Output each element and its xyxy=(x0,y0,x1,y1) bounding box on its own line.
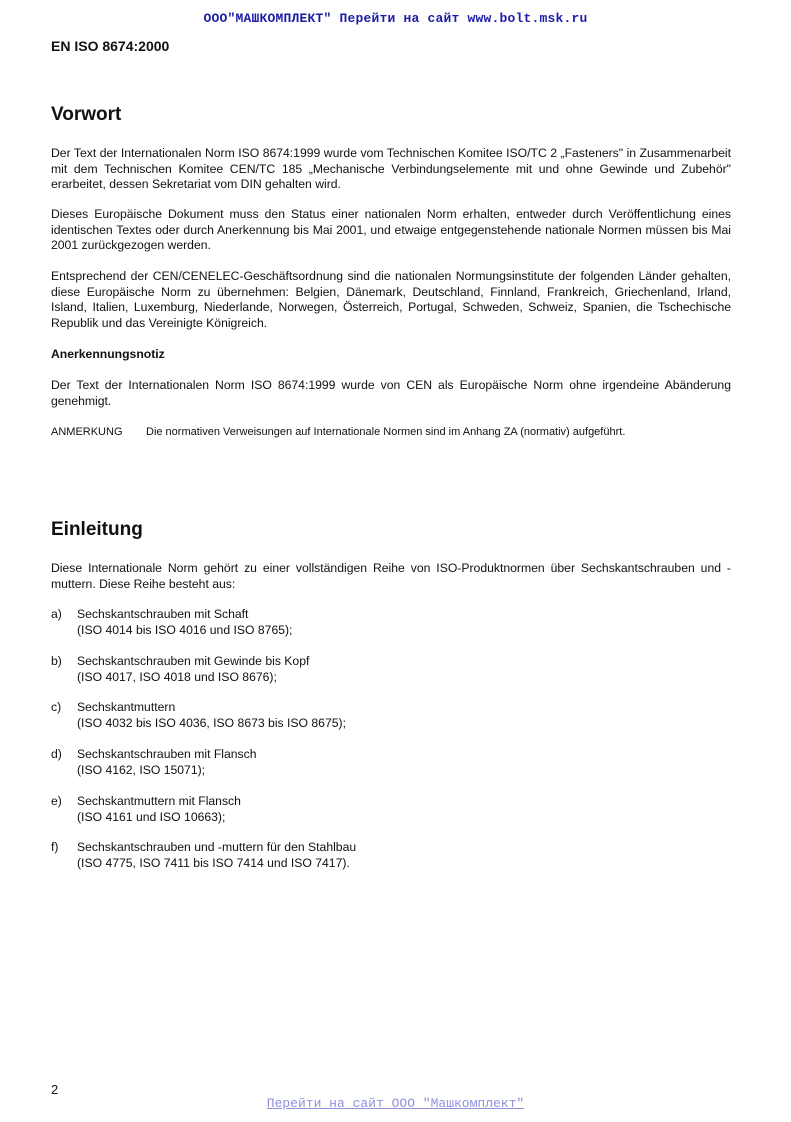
endorsement-text: Der Text der Internationalen Norm ISO 8674:1999 wurde von CEN als Europäische Norm ohne irgendeine Abänderung genehmigt. xyxy=(51,378,731,408)
list-item-letter: d) xyxy=(51,747,62,761)
list-item-refs: (ISO 4014 bis ISO 4016 und ISO 8765); xyxy=(77,622,293,637)
note-label: ANMERKUNG xyxy=(51,426,123,438)
list-item-letter: c) xyxy=(51,700,62,714)
list-item-title: Sechskantmuttern mit Flansch xyxy=(77,794,241,808)
list-item-refs: (ISO 4017, ISO 4018 und ISO 8676); xyxy=(77,669,277,684)
list-item-title: Sechskantschrauben mit Gewinde bis Kopf xyxy=(77,654,310,668)
list-item-letter: a) xyxy=(51,607,62,621)
page-number: 2 xyxy=(51,1082,59,1097)
list-item-refs: (ISO 4161 und ISO 10663); xyxy=(77,809,226,824)
document-id: EN ISO 8674:2000 xyxy=(51,38,170,54)
foreword-paragraph-2: Dieses Europäische Dokument muss den Status einer nationalen Norm erhalten, entweder durch Veröffentlichung eines identischen Textes oder durch Anerkennung bis Mai 2001, und etwaige entgegenstehende nationale Normen müssen bis Mai 2001 zurückgezogen werden. xyxy=(51,207,731,253)
list-item-refs: (ISO 4032 bis ISO 4036, ISO 8673 bis ISO 8675); xyxy=(77,715,346,730)
list-item-title: Sechskantschrauben mit Schaft xyxy=(77,607,249,621)
note xyxy=(51,425,625,439)
foreword-heading: Vorwort xyxy=(51,104,122,125)
list-item-letter: f) xyxy=(51,840,59,854)
foreword-paragraph-3: Entsprechend der CEN/CENELEC-Geschäftsordnung sind die nationalen Normungsinstitute der folgenden Länder gehalten, diese Europäische Norm zu übernehmen: Belgien, Dänemark, Deutschland, Finnland, Frankreich, Griechenland, Irland, Island, Italien, Luxemburg, Niederlande, Norwegen, Österreich, Portugal, Schweden, Schweiz, Spanien, die Tschechische Republik und das Vereinigte Königreich. xyxy=(51,269,731,330)
introduction-text: Diese Internationale Norm gehört zu einer vollständigen Reihe von ISO-Produktnormen über Sechskantschrauben und -muttern. Diese Reihe besteht aus: xyxy=(51,561,731,591)
list-item-letter: e) xyxy=(51,794,62,808)
footer-site-link[interactable]: Перейти на сайт ООО "Машкомплект" xyxy=(266,1096,525,1111)
note-text: Die normativen Verweisungen auf Internationale Normen sind im Anhang ZA (normativ) aufgeführt. xyxy=(146,426,626,438)
list-item-title: Sechskantmuttern xyxy=(77,700,176,714)
list-item-refs: (ISO 4162, ISO 15071); xyxy=(77,762,206,777)
list-item-title: Sechskantschrauben und -muttern für den Stahlbau xyxy=(77,840,357,854)
foreword-paragraph-1: Der Text der Internationalen Norm ISO 8674:1999 wurde vom Technischen Komitee ISO/TC 2 „Fasteners" in Zusammenarbeit mit dem Technischen Komitee CEN/TC 185 „Mechanische Verbindungselemente mit und ohne Gewinde und Zubehör" erarbeitet, dessen Sekretariat vom DIN gehalten wird. xyxy=(51,146,731,192)
header-site-link[interactable]: ООО"МАШКОМПЛЕКТ" Перейти на сайт www.bolt.msk.ru xyxy=(203,11,588,26)
list-item-letter: b) xyxy=(51,654,62,668)
endorsement-heading: Anerkennungsnotiz xyxy=(51,347,165,361)
list-item-refs: (ISO 4775, ISO 7411 bis ISO 7414 und ISO 7417). xyxy=(77,855,350,870)
introduction-heading: Einleitung xyxy=(51,519,143,540)
list-item-title: Sechskantschrauben mit Flansch xyxy=(77,747,257,761)
